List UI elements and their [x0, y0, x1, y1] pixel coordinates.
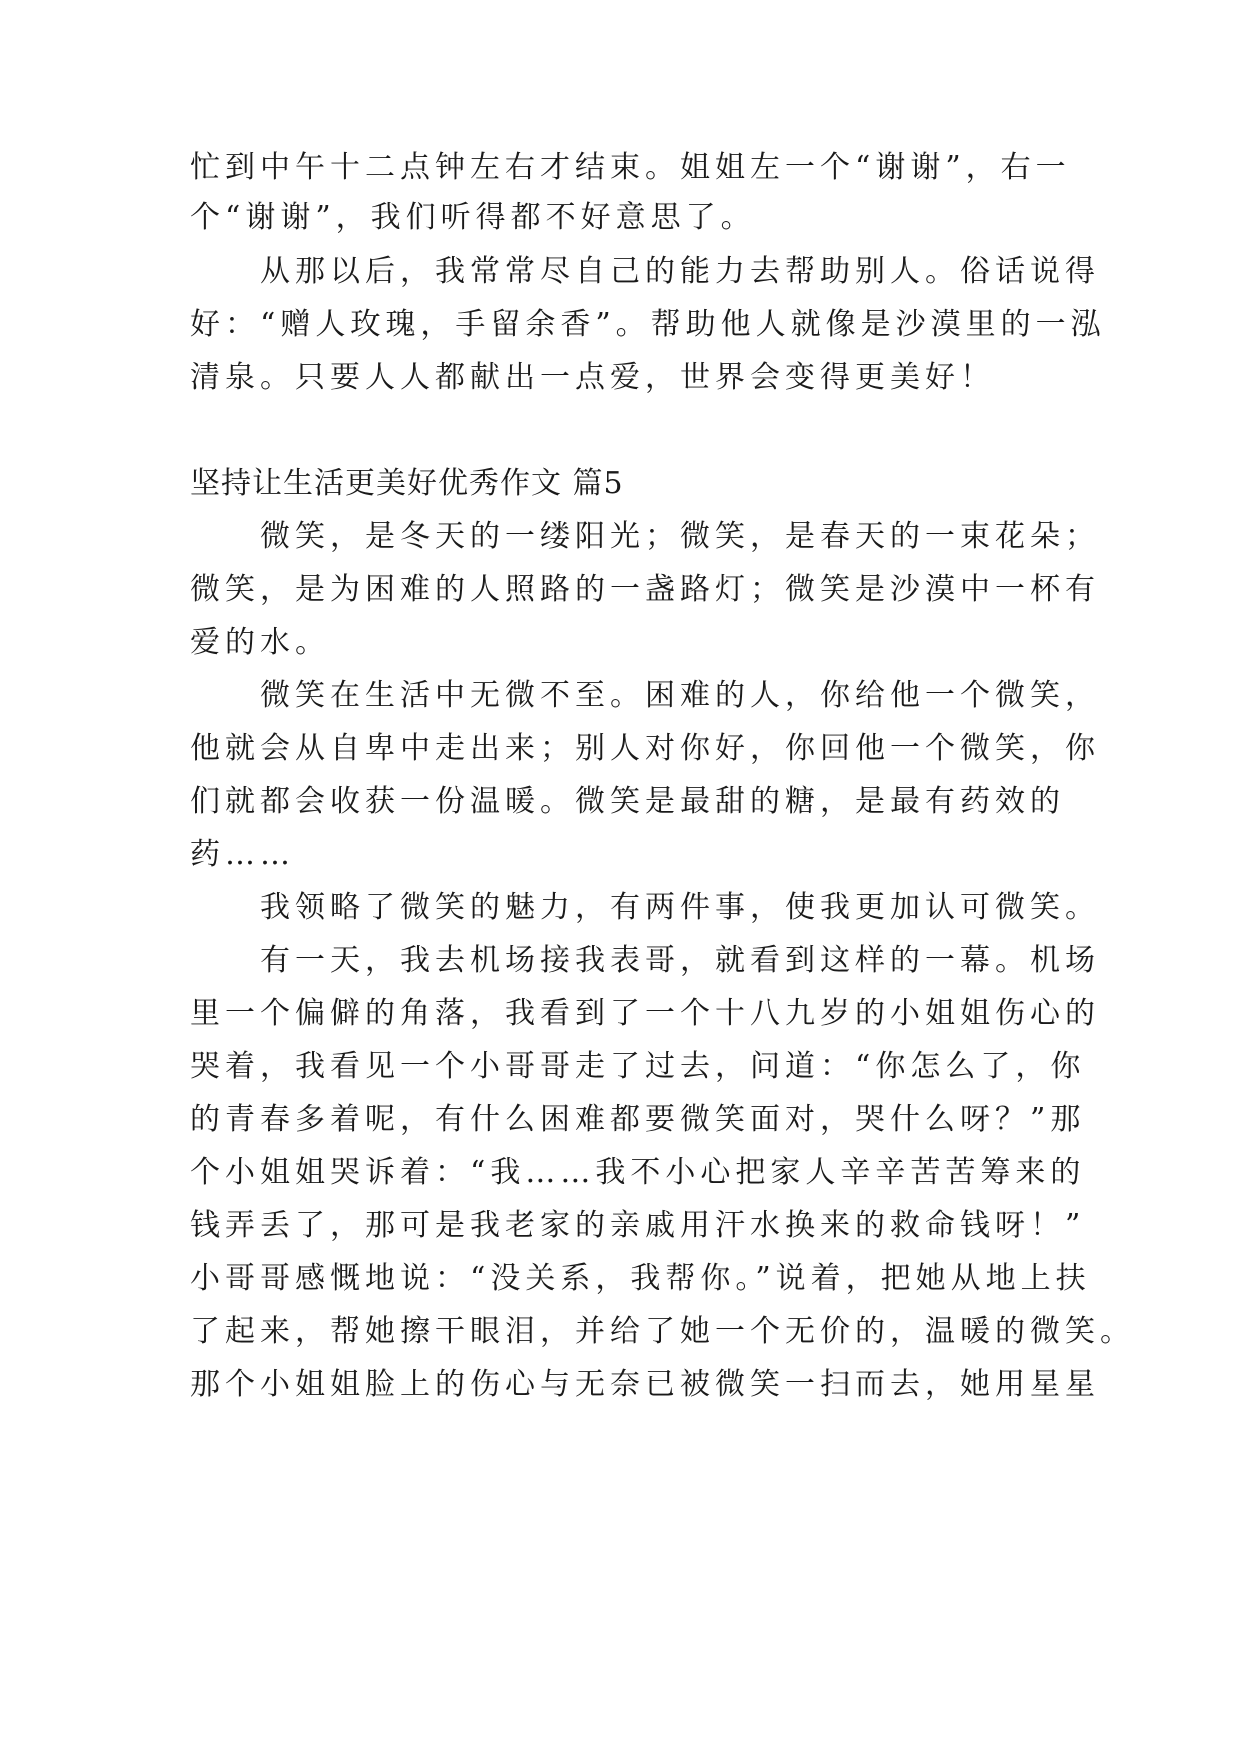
- paragraph-line: 钱弄丢了，那可是我老家的亲戚用汗水换来的救命钱呀！”: [190, 1208, 1086, 1243]
- paragraph-line: 药……: [190, 837, 295, 872]
- paragraph-line: 了起来，帮她擦干眼泪，并给了她一个无价的，温暖的微笑。: [190, 1314, 1135, 1349]
- paragraph-line: 忙到中午十二点钟左右才结束。姐姐左一个“谢谢”，右一: [190, 150, 1071, 185]
- paragraph-line: 微笑，是为困难的人照路的一盏路灯；微笑是沙漠中一杯有: [190, 572, 1100, 607]
- paragraph-line: 们就都会收获一份温暖。微笑是最甜的糖，是最有药效的: [190, 784, 1065, 819]
- paragraph-line: 里一个偏僻的角落，我看到了一个十八九岁的小姐姐伤心的: [190, 996, 1100, 1031]
- paragraph-line: 那个小姐姐脸上的伤心与无奈已被微笑一扫而去，她用星星: [190, 1367, 1100, 1402]
- paragraph-line: 微笑在生活中无微不至。困难的人，你给他一个微笑，: [190, 678, 1100, 713]
- paragraph-line: 爱的水。: [190, 625, 330, 660]
- paragraph-line: 个“谢谢”，我们听得都不好意思了。: [190, 200, 756, 235]
- paragraph-line: 我领略了微笑的魅力，有两件事，使我更加认可微笑。: [190, 890, 1100, 925]
- paragraph-line: 清泉。只要人人都献出一点爱，世界会变得更美好！: [190, 360, 995, 395]
- paragraph-line: 好：“赠人玫瑰，手留余香”。帮助他人就像是沙漠里的一泓: [190, 307, 1106, 342]
- section-heading: 坚持让生活更美好优秀作文 篇5: [190, 466, 624, 501]
- paragraph-line: 有一天，我去机场接我表哥，就看到这样的一幕。机场: [190, 943, 1100, 978]
- paragraph-line: 小哥哥感慨地说：“没关系，我帮你。”说着，把她从地上扶: [190, 1261, 1091, 1296]
- paragraph-line: 个小姐姐哭诉着：“我……我不小心把家人辛辛苦苦筹来的: [190, 1155, 1086, 1190]
- paragraph-line: 哭着，我看见一个小哥哥走了过去，问道：“你怎么了，你: [190, 1049, 1086, 1084]
- paragraph-line: 的青春多着呢，有什么困难都要微笑面对，哭什么呀？”那: [190, 1102, 1086, 1137]
- paragraph-line: 他就会从自卑中走出来；别人对你好，你回他一个微笑，你: [190, 731, 1100, 766]
- paragraph-line: 微笑，是冬天的一缕阳光；微笑，是春天的一束花朵；: [190, 519, 1100, 554]
- paragraph-line: 从那以后，我常常尽自己的能力去帮助别人。俗话说得: [190, 254, 1100, 289]
